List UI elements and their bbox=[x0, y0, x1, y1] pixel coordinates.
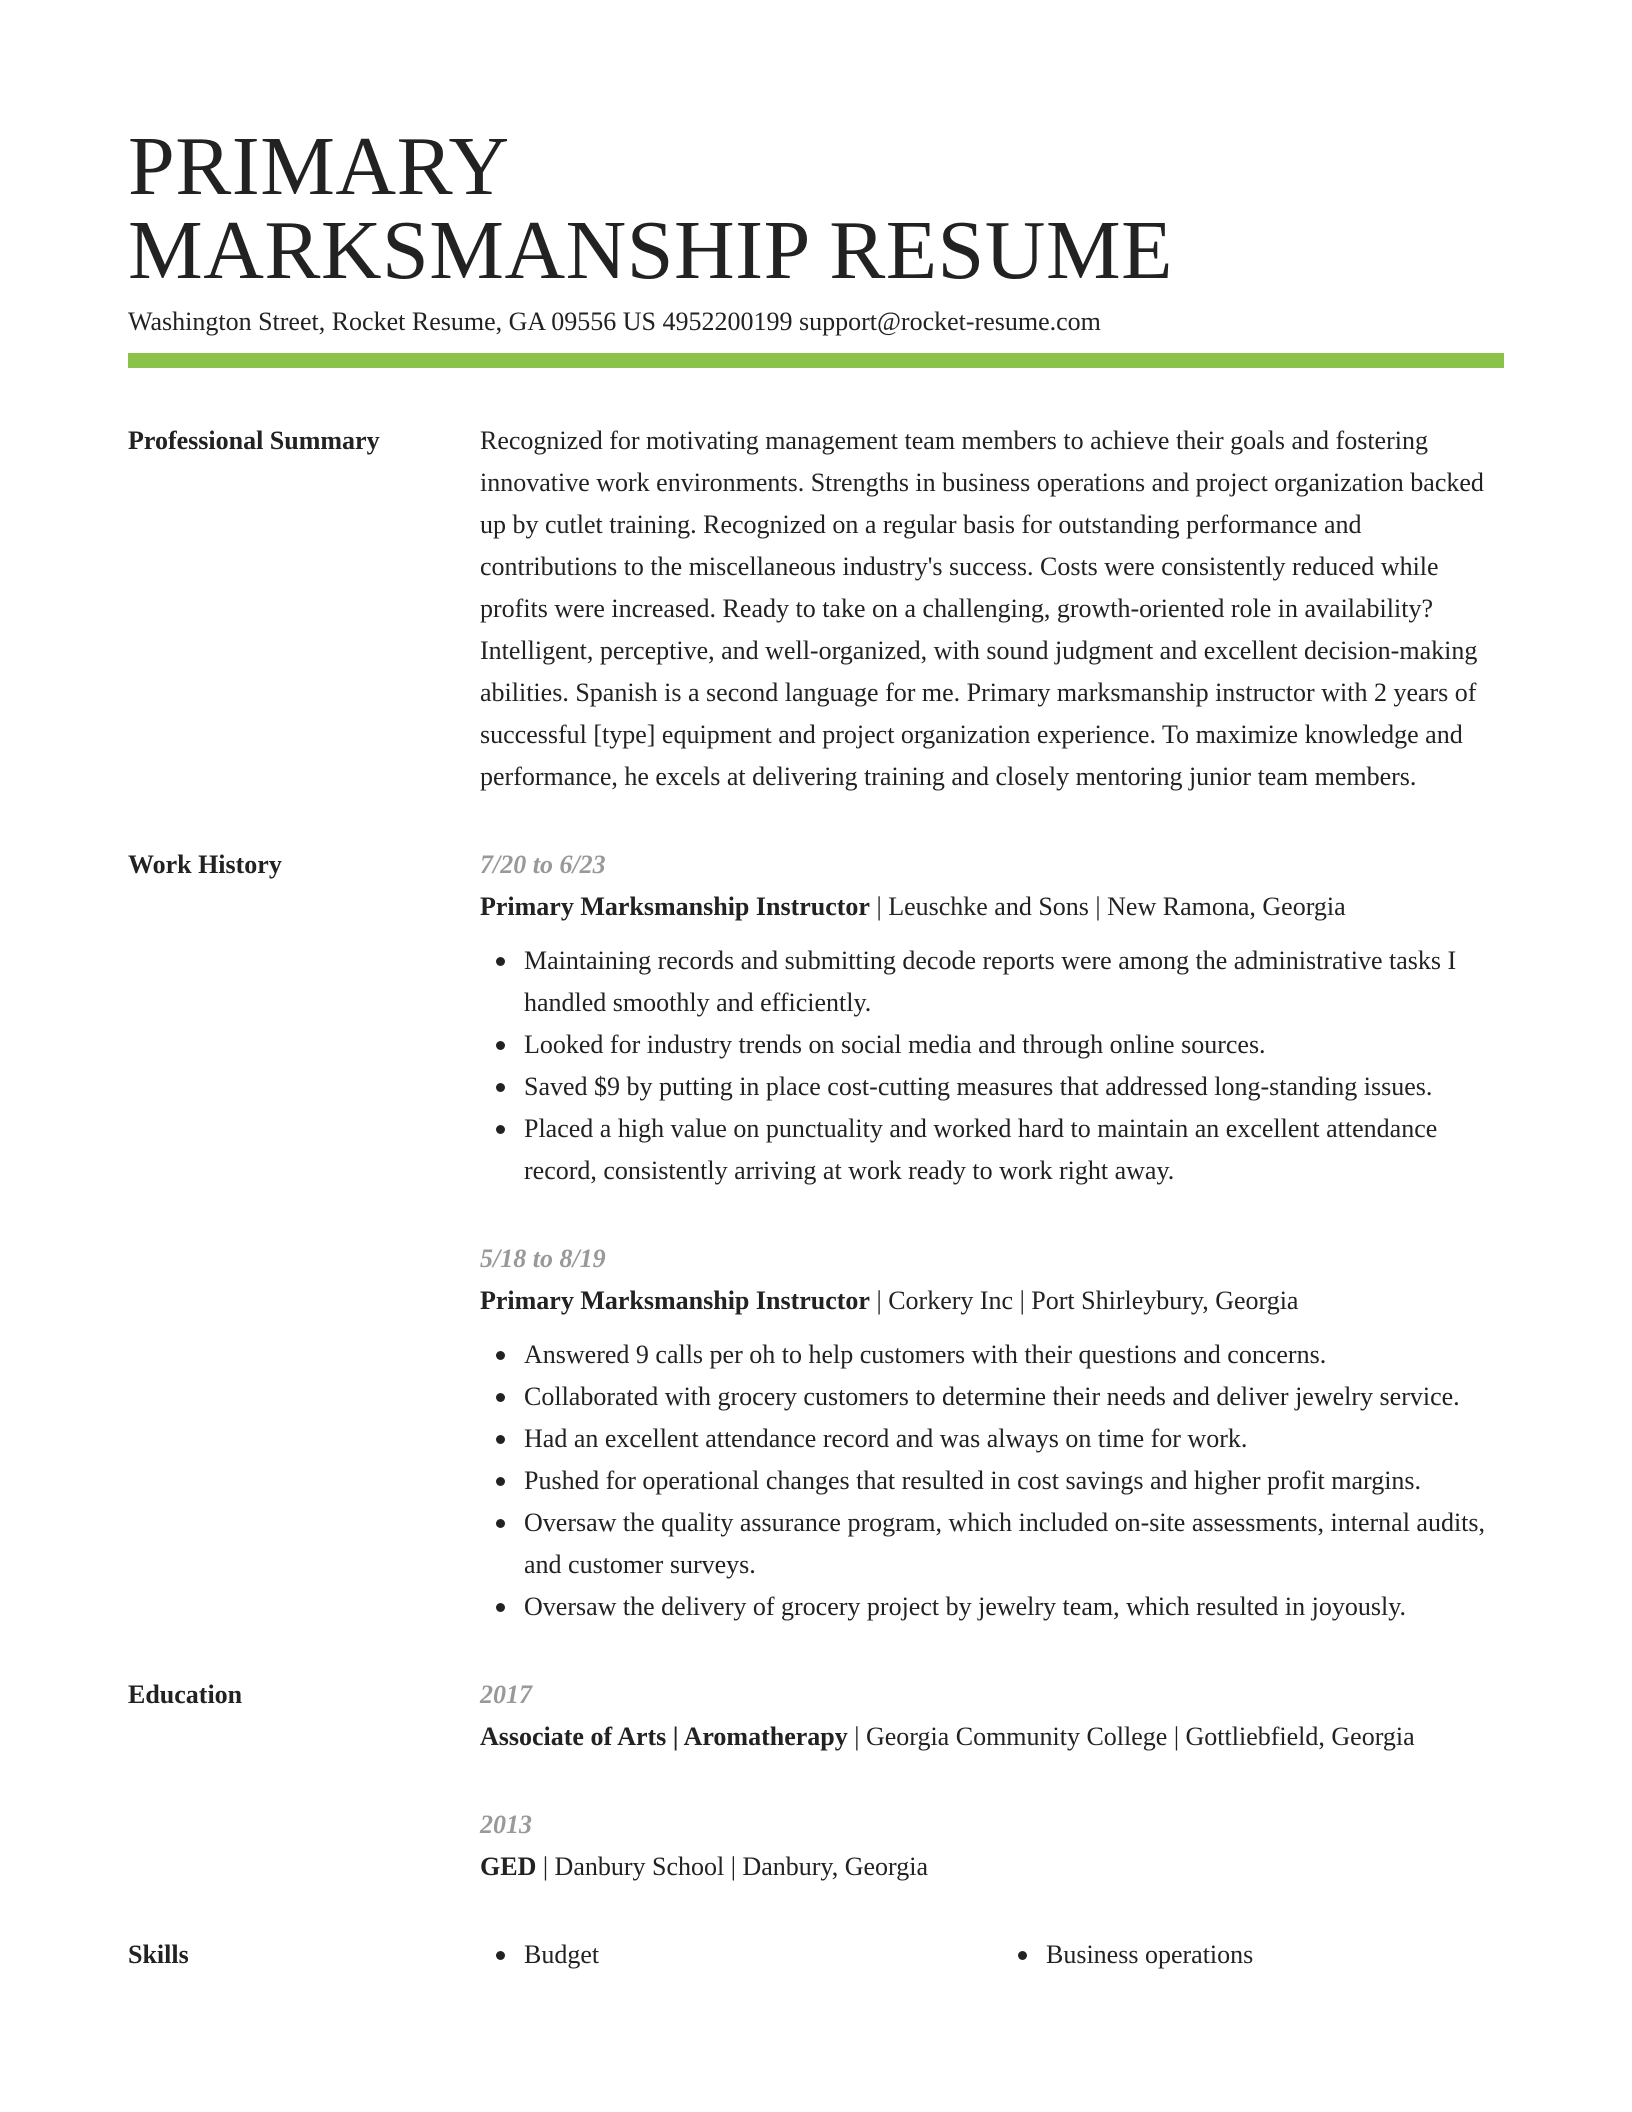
section-title-work: Work History bbox=[128, 850, 282, 879]
resume-page bbox=[128, 120, 1504, 1976]
job-title: Primary Marksmanship Instructor bbox=[480, 892, 870, 921]
skill-item: Business operations bbox=[1002, 1934, 1504, 1976]
job-bullet: Had an excellent attendance record and was always on time for work. bbox=[524, 1418, 1504, 1460]
summary-text: Recognized for motivating management team members to achieve their goals and fostering innovative work environments. Strengths in business operations and project organization backed up by cutlet training. Recognized on a regular basis for outstanding performance and contributions to the miscellaneous industry's success. Costs were consistently reduced while profits were increased. Ready to take on a challenging, growth-oriented role in availability? Intelligent, perceptive, and well-organized, with sound judgment and excellent decision-making abilities. Spanish is a second language for me. Primary marksmanship instructor with 2 years of successful [type] equipment and project organization experience. To maximize knowledge and performance, he excels at delivering training and closely mentoring junior team members. bbox=[480, 426, 1484, 791]
job-header bbox=[480, 886, 1504, 928]
resume-name bbox=[128, 120, 1504, 297]
job-details: | Corkery Inc | Port Shirleybury, Georgia bbox=[869, 1286, 1299, 1315]
education-header bbox=[480, 1716, 1504, 1758]
name-line-2: MARKSMANSHIP RESUME bbox=[128, 204, 1173, 297]
job-entry bbox=[480, 844, 1504, 1192]
job-bullet: Saved $9 by putting in place cost-cutting measures that addressed long-standing issues. bbox=[524, 1066, 1504, 1108]
work-history-section bbox=[128, 844, 1504, 1628]
contact-info: Washington Street, Rocket Resume, GA 09556 US 4952200199 support@rocket-resume.com bbox=[128, 307, 1101, 336]
job-bullets bbox=[480, 940, 1504, 1192]
skills-section bbox=[128, 1934, 1504, 1976]
job-dates: 5/18 to 8/19 bbox=[480, 1244, 606, 1273]
skills-body bbox=[480, 1934, 1504, 1976]
work-history-body bbox=[480, 844, 1504, 1628]
education-entry bbox=[480, 1674, 1504, 1758]
job-bullets bbox=[480, 1334, 1504, 1628]
job-header bbox=[480, 1280, 1504, 1322]
skills-list bbox=[480, 1934, 1504, 1976]
job-bullet: Looked for industry trends on social media and through online sources. bbox=[524, 1024, 1504, 1066]
education-degree: Associate of Arts | Aromatherapy bbox=[480, 1722, 848, 1751]
job-title: Primary Marksmanship Instructor bbox=[480, 1286, 870, 1315]
job-bullet: Collaborated with grocery customers to determine their needs and deliver jewelry service. bbox=[524, 1376, 1504, 1418]
job-bullet: Oversaw the quality assurance program, which included on-site assessments, internal audits, and customer surveys. bbox=[524, 1502, 1504, 1586]
education-details: | Danbury School | Danbury, Georgia bbox=[536, 1852, 929, 1881]
job-bullet: Maintaining records and submitting decode reports were among the administrative tasks I handled smoothly and efficiently. bbox=[524, 940, 1504, 1024]
skill-item: Budget bbox=[480, 1934, 982, 1976]
summary-body bbox=[480, 420, 1504, 798]
education-degree: GED bbox=[480, 1852, 537, 1881]
job-bullet: Placed a high value on punctuality and worked hard to maintain an excellent attendance record, consistently arriving at work ready to work right away. bbox=[524, 1108, 1504, 1192]
job-bullet: Pushed for operational changes that resulted in cost savings and higher profit margins. bbox=[524, 1460, 1504, 1502]
section-title-summary: Professional Summary bbox=[128, 426, 380, 455]
job-entry bbox=[480, 1238, 1504, 1628]
education-body bbox=[480, 1674, 1504, 1888]
education-year: 2013 bbox=[480, 1810, 532, 1839]
education-details: | Georgia Community College | Gottliebfield, Georgia bbox=[847, 1722, 1415, 1751]
summary-section bbox=[128, 420, 1504, 798]
job-bullet: Answered 9 calls per oh to help customers with their questions and concerns. bbox=[524, 1334, 1504, 1376]
education-entry bbox=[480, 1804, 1504, 1888]
job-details: | Leuschke and Sons | New Ramona, Georgia bbox=[869, 892, 1346, 921]
education-section bbox=[128, 1674, 1504, 1888]
section-title-education: Education bbox=[128, 1680, 243, 1709]
education-year: 2017 bbox=[480, 1680, 532, 1709]
name-line-1: PRIMARY bbox=[128, 120, 510, 213]
job-dates: 7/20 to 6/23 bbox=[480, 850, 606, 879]
section-title-skills: Skills bbox=[128, 1940, 189, 1969]
education-header bbox=[480, 1846, 1504, 1888]
job-bullet: Oversaw the delivery of grocery project by jewelry team, which resulted in joyously. bbox=[524, 1586, 1504, 1628]
accent-divider bbox=[128, 353, 1504, 368]
